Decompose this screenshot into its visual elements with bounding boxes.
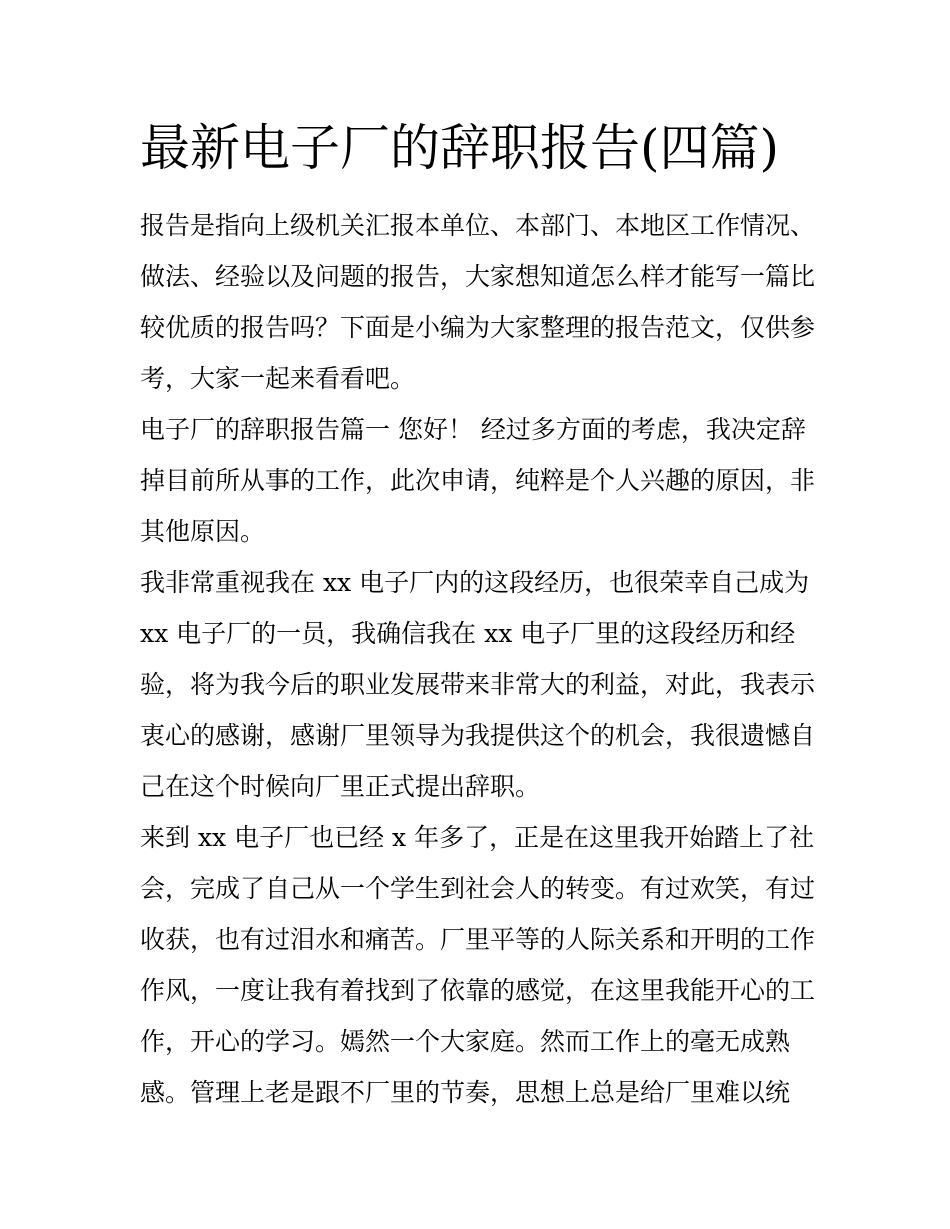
body-line-4: 考，大家一起来看看吧。 <box>140 364 416 393</box>
body-line-15: 收获，也有过泪水和痛苦。厂里平等的人际关系和开明的工作 <box>140 925 816 954</box>
body-line-11: 衷心的感谢，感谢厂里领导为我提供这个的机会，我很遗憾自 <box>140 721 816 750</box>
body-line-5: 电子厂的辞职报告篇一 您好！ 经过多方面的考虑，我决定辞 <box>140 415 806 444</box>
body-line-7: 其他原因。 <box>140 517 266 546</box>
body-line-3: 较优质的报告吗？下面是小编为大家整理的报告范文，仅供参 <box>140 313 816 342</box>
body-line-1: 报告是指向上级机关汇报本单位、本部门、本地区工作情况、 <box>140 211 816 240</box>
body-line-12: 己在这个时候向厂里正式提出辞职。 <box>140 772 541 801</box>
body-line-17: 作，开心的学习。嫣然一个大家庭。然而工作上的毫无成熟 <box>140 1027 791 1056</box>
body-line-10: 验，将为我今后的职业发展带来非常大的利益，对此，我表示 <box>140 670 816 699</box>
body-line-18: 感。管理上老是跟不厂里的节奏，思想上总是给厂里难以统 <box>140 1078 791 1107</box>
body-line-2: 做法、经验以及问题的报告，大家想知道怎么样才能写一篇比 <box>140 262 816 291</box>
body-line-9: xx 电子厂的一员，我确信我在 xx 电子厂里的这段经历和经 <box>140 619 796 648</box>
body-line-14: 会，完成了自己从一个学生到社会人的转变。有过欢笑，有过 <box>140 874 816 903</box>
document-title: 最新电子厂的辞职报告(四篇) <box>140 119 780 177</box>
document-body <box>140 200 820 1118</box>
body-line-6: 掉目前所从事的工作，此次申请，纯粹是个人兴趣的原因，非 <box>140 466 816 495</box>
body-line-8: 我非常重视我在 xx 电子厂内的这段经历，也很荣幸自己成为 <box>140 568 810 597</box>
body-line-13: 来到 xx 电子厂也已经 x 年多了，正是在这里我开始踏上了社 <box>140 823 815 852</box>
body-line-16: 作风，一度让我有着找到了依靠的感觉，在这里我能开心的工 <box>140 976 816 1005</box>
